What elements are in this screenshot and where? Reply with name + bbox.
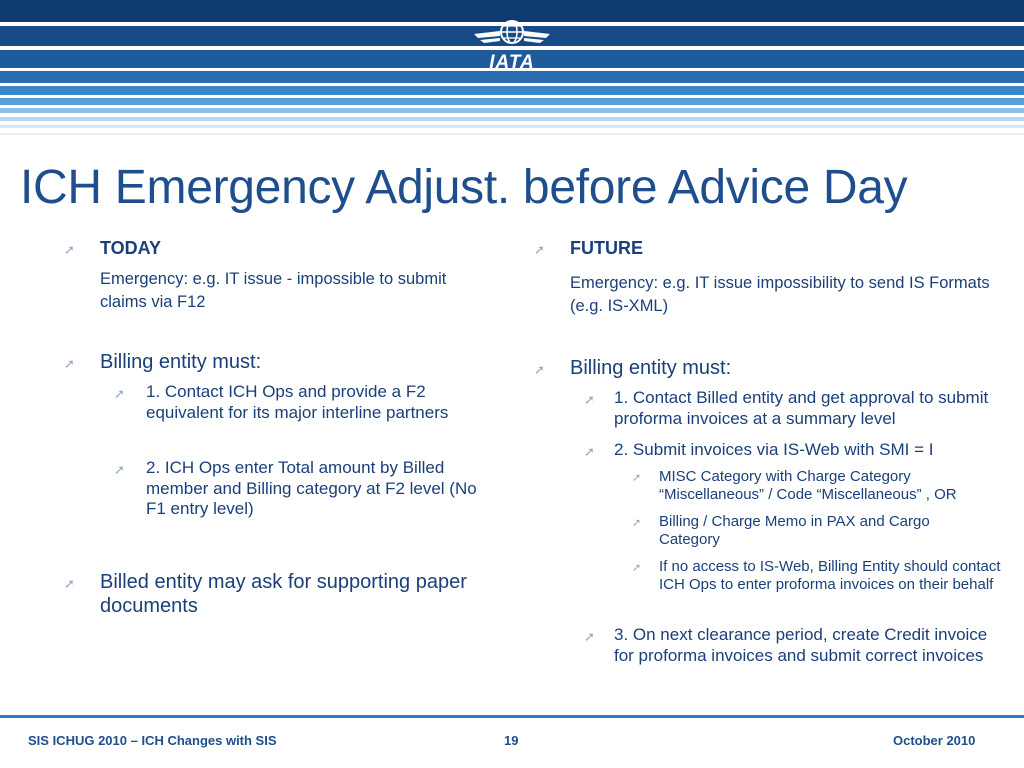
- header-banner: [0, 0, 1024, 150]
- billed-entity-text: Billed entity may ask for supporting paper documents: [100, 571, 467, 618]
- arrow-bullet-icon: ➚: [64, 356, 75, 371]
- right-billing-title: Billing entity must:: [570, 357, 732, 379]
- right-sub-item-2b-text: Billing / Charge Memo in PAX and Cargo Category: [659, 513, 930, 549]
- slide-title: ICH Emergency Adjust. before Advice Day: [20, 161, 908, 214]
- arrow-bullet-icon: ➚: [632, 517, 642, 529]
- right-sub-item-3-text: 3. On next clearance period, create Credit invoice for proforma invoices and submit correct invoices: [614, 625, 988, 665]
- right-sub-item-2c-text: If no access to IS-Web, Billing Entity should contact ICH Ops to enter proforma invoices on their behalf: [659, 558, 1001, 594]
- arrow-bullet-icon: ➚: [534, 242, 545, 257]
- left-billing-title: Billing entity must:: [100, 351, 262, 373]
- footer-rule: [0, 715, 1024, 718]
- arrow-bullet-icon: ➚: [534, 362, 545, 377]
- arrow-bullet-icon: ➚: [584, 392, 595, 407]
- today-description: Emergency: e.g. IT issue - impossible to submit claims via F12: [100, 270, 447, 312]
- arrow-bullet-icon: ➚: [632, 562, 642, 574]
- arrow-bullet-icon: ➚: [114, 462, 125, 477]
- left-sub-item-1-text: 1. Contact ICH Ops and provide a F2 equivalent for its major interline partners: [146, 382, 449, 422]
- right-sub-item-1-text: 1. Contact Billed entity and get approval to submit proforma invoices at a summary level: [614, 388, 989, 428]
- future-heading: FUTURE: [570, 238, 643, 258]
- footer-date: October 2010: [893, 733, 976, 748]
- arrow-bullet-icon: ➚: [64, 576, 75, 591]
- arrow-bullet-icon: ➚: [584, 629, 595, 644]
- arrow-bullet-icon: ➚: [632, 472, 642, 484]
- logo-text: IATA: [489, 52, 535, 73]
- arrow-bullet-icon: ➚: [64, 242, 75, 257]
- future-description: Emergency: e.g. IT issue impossibility to send IS Formats (e.g. IS-XML): [570, 274, 990, 316]
- arrow-bullet-icon: ➚: [114, 386, 125, 401]
- left-sub-item-2-text: 2. ICH Ops enter Total amount by Billed member and Billing category at F2 level (No F1 entry level): [146, 458, 477, 519]
- right-sub-item-2-text: 2. Submit invoices via IS-Web with SMI = I: [614, 440, 934, 459]
- today-heading: TODAY: [100, 238, 162, 258]
- footer-left-text: SIS ICHUG 2010 – ICH Changes with SIS: [28, 733, 277, 748]
- iata-logo: [470, 18, 554, 78]
- right-sub-item-2a-text: MISC Category with Charge Category “Miscellaneous” / Code “Miscellaneous” , OR: [659, 468, 957, 504]
- globe-wings-icon: [470, 18, 554, 52]
- arrow-bullet-icon: ➚: [584, 444, 595, 459]
- page-number: 19: [504, 733, 519, 748]
